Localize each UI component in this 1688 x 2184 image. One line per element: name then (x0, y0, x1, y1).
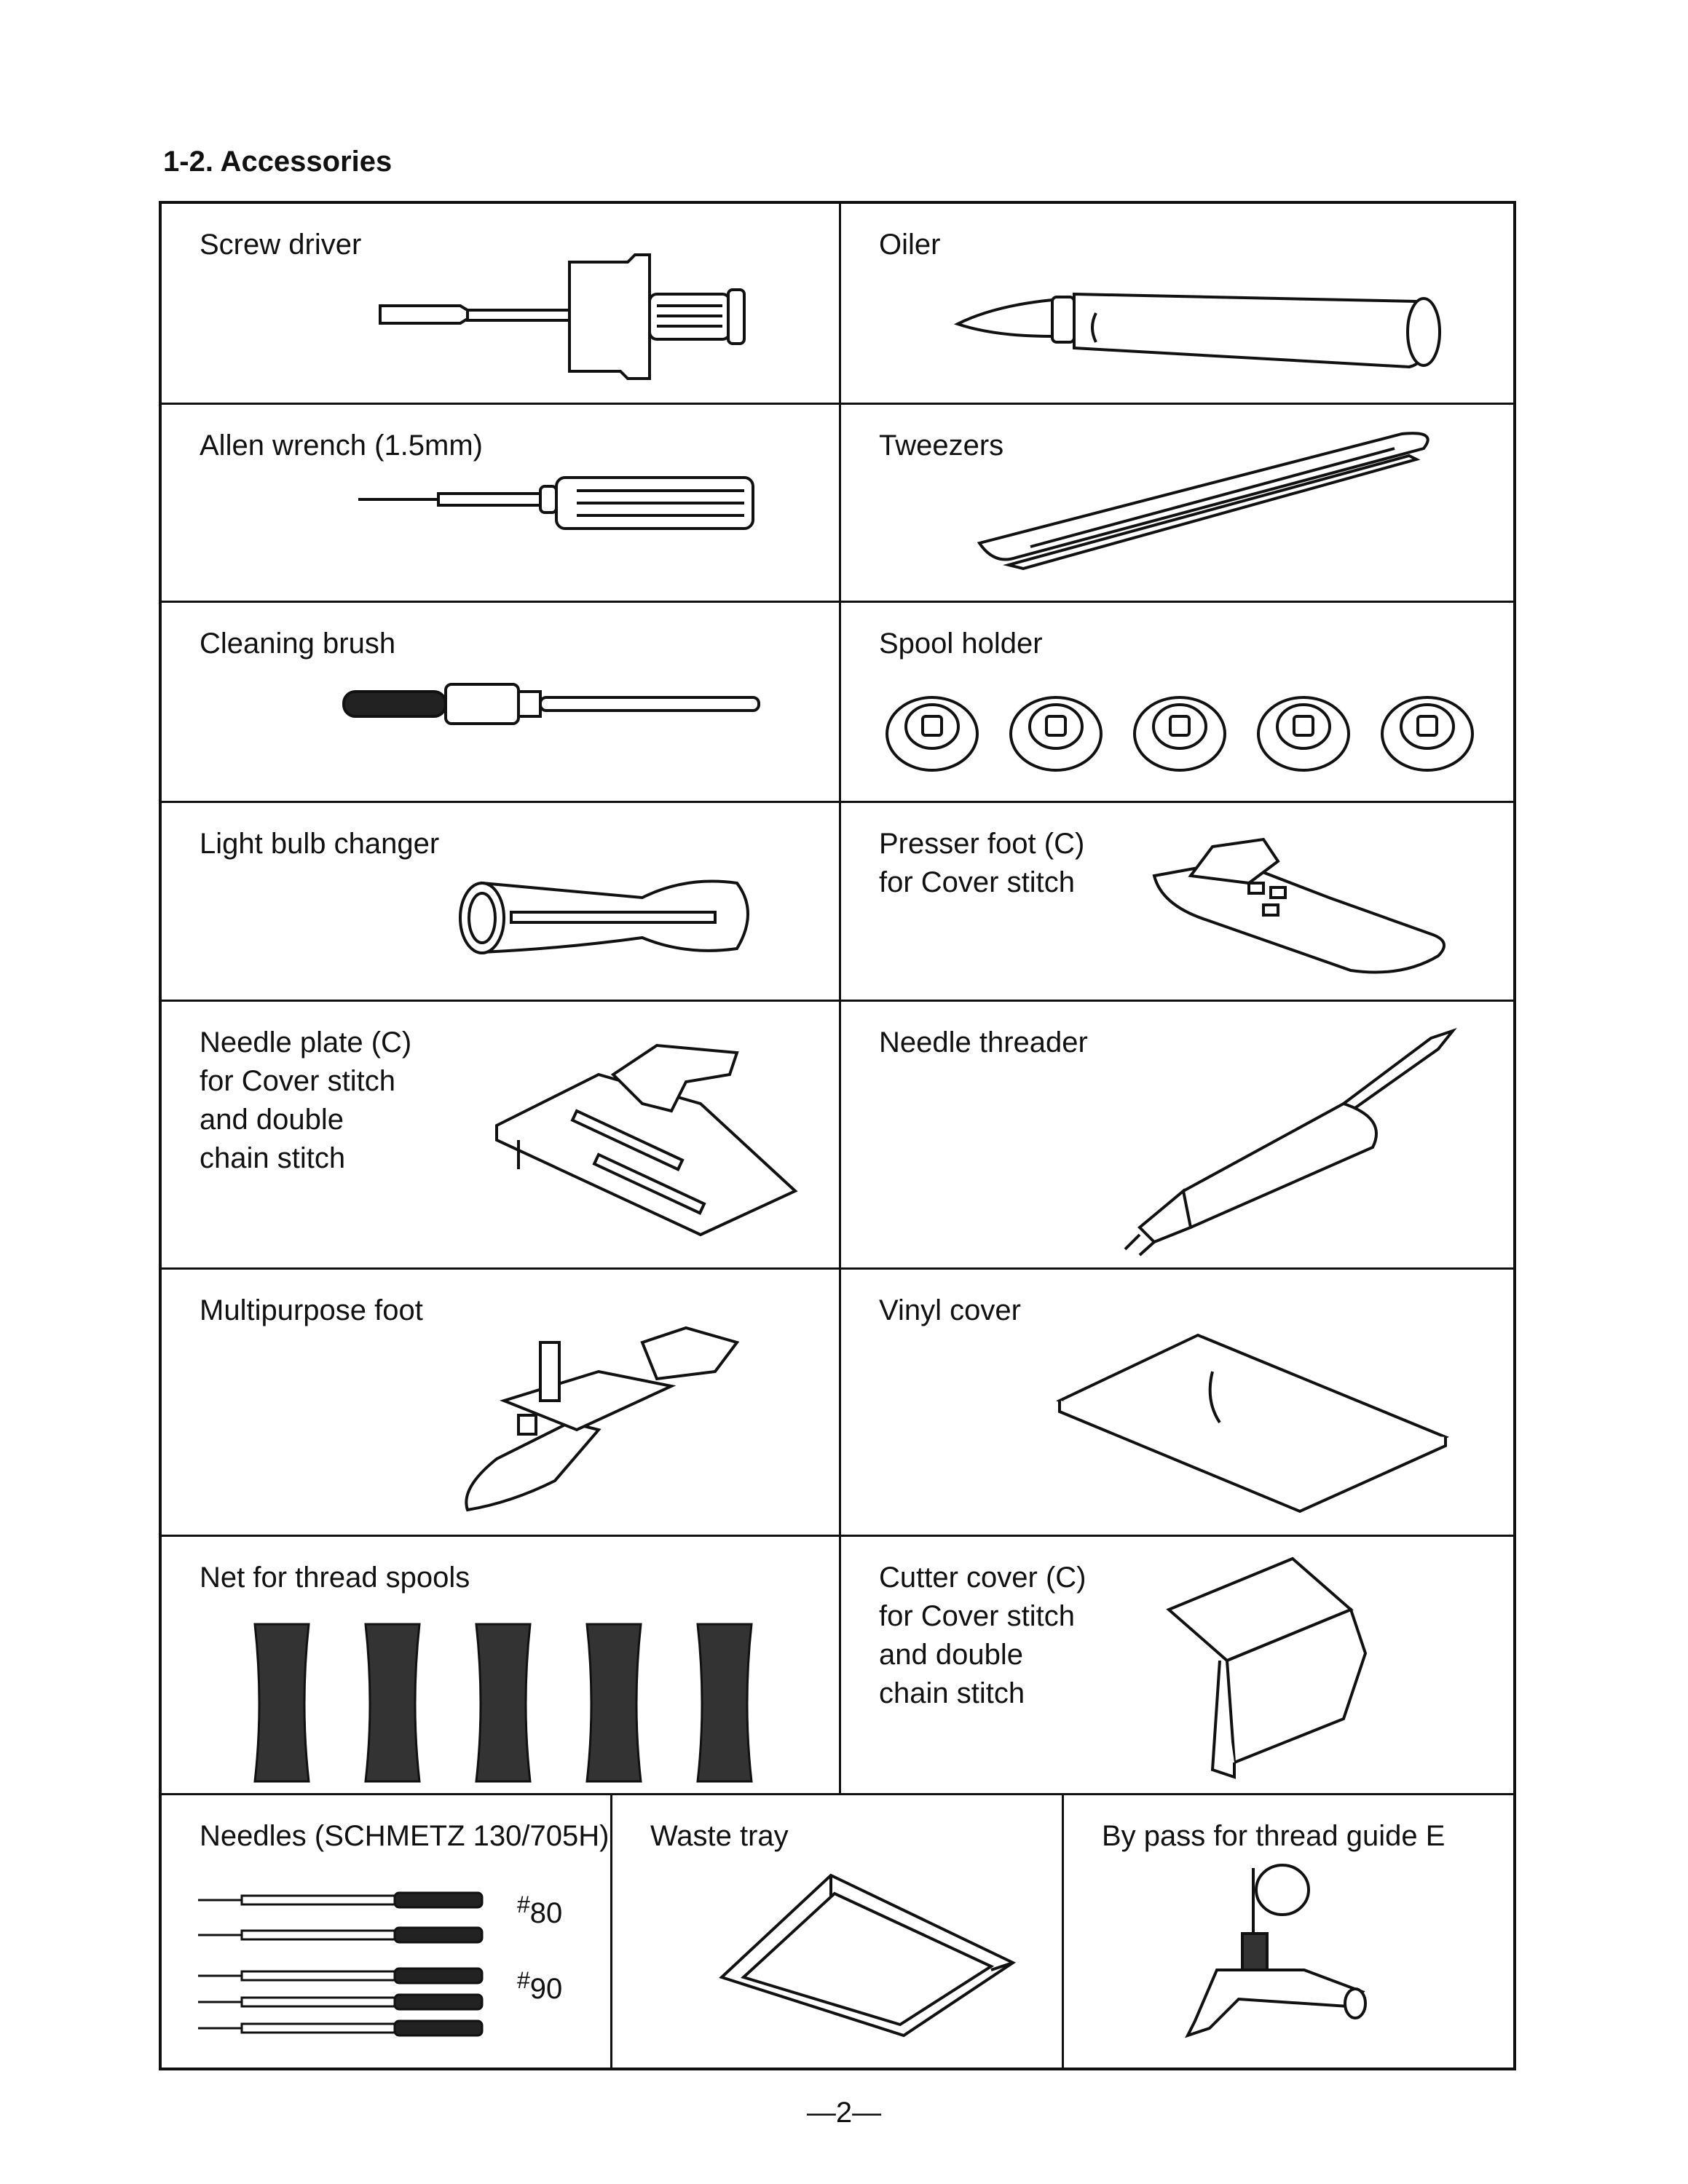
item-label: Presser foot (C) for Cover stitch (879, 828, 1085, 898)
item-label: Screw driver (200, 229, 362, 261)
bulb-changer-icon (453, 869, 759, 970)
cell-cleaning-brush (162, 603, 839, 801)
page-number: —2— (806, 2097, 882, 2129)
cell-tweezers (841, 405, 1513, 601)
allen-wrench-icon (358, 463, 766, 543)
vinyl-cover-icon (1052, 1321, 1460, 1510)
cell-screw-driver (162, 204, 839, 403)
spool-holder-icon (877, 683, 1475, 778)
tweezers-icon (972, 419, 1438, 579)
accessories-table (159, 201, 1516, 2070)
cell-needles (162, 1795, 610, 2068)
item-label: Light bulb changer (200, 828, 440, 860)
item-label: By pass for thread guide E (1102, 1820, 1446, 1852)
item-label: Cleaning brush (200, 628, 396, 660)
item-label: Oiler (879, 229, 941, 261)
cutter-cover-icon (1162, 1551, 1380, 1784)
cell-light-bulb-changer (162, 803, 839, 1000)
item-label: Spool holder (879, 628, 1043, 660)
needle-plate-icon (489, 1031, 817, 1249)
cell-presser-foot (841, 803, 1513, 1000)
screwdriver-icon (373, 248, 752, 386)
item-label: Net for thread spools (200, 1562, 470, 1594)
bypass-guide-icon (1173, 1861, 1392, 2057)
cell-vinyl-cover (841, 1270, 1513, 1535)
needle-size-80: #80 (517, 1891, 563, 1929)
item-label: Needles (SCHMETZ 130/705H) (200, 1820, 610, 1852)
cell-cutter-cover (841, 1537, 1513, 1793)
cell-allen-wrench (162, 405, 839, 601)
item-label: Needle threader (879, 1026, 1088, 1059)
cell-waste-tray (612, 1795, 1062, 2068)
presser-foot-icon (1147, 832, 1453, 992)
item-label: Cutter cover (C) for Cover stitch and double chain stitch (879, 1562, 1086, 1709)
cell-bypass (1064, 1795, 1513, 2068)
item-label: Allen wrench (1.5mm) (200, 430, 484, 462)
cell-needle-plate (162, 1002, 839, 1267)
item-label: Needle plate (C) for Cover stitch and double chain stitch (200, 1026, 412, 1174)
item-label: Vinyl cover (879, 1294, 1021, 1326)
item-label: Waste tray (650, 1820, 789, 1852)
item-label: Tweezers (879, 430, 1004, 462)
waste-tray-icon (714, 1868, 1020, 2043)
multipurpose-foot-icon (453, 1313, 744, 1517)
page-title: 1-2. Accessories (163, 146, 393, 178)
needles-icon (198, 1890, 504, 2050)
cell-spool-net (162, 1537, 839, 1793)
cell-multipurpose-foot (162, 1270, 839, 1535)
needle-threader-icon (1111, 1024, 1460, 1257)
cell-needle-threader (841, 1002, 1513, 1267)
brush-icon (336, 668, 773, 741)
needle-size-90: #90 (517, 1967, 563, 2005)
cell-oiler (841, 204, 1513, 403)
oiler-icon (950, 284, 1446, 386)
item-label: Multipurpose foot (200, 1294, 423, 1326)
spool-net-icon (249, 1624, 788, 1784)
cell-spool-holder (841, 603, 1513, 801)
